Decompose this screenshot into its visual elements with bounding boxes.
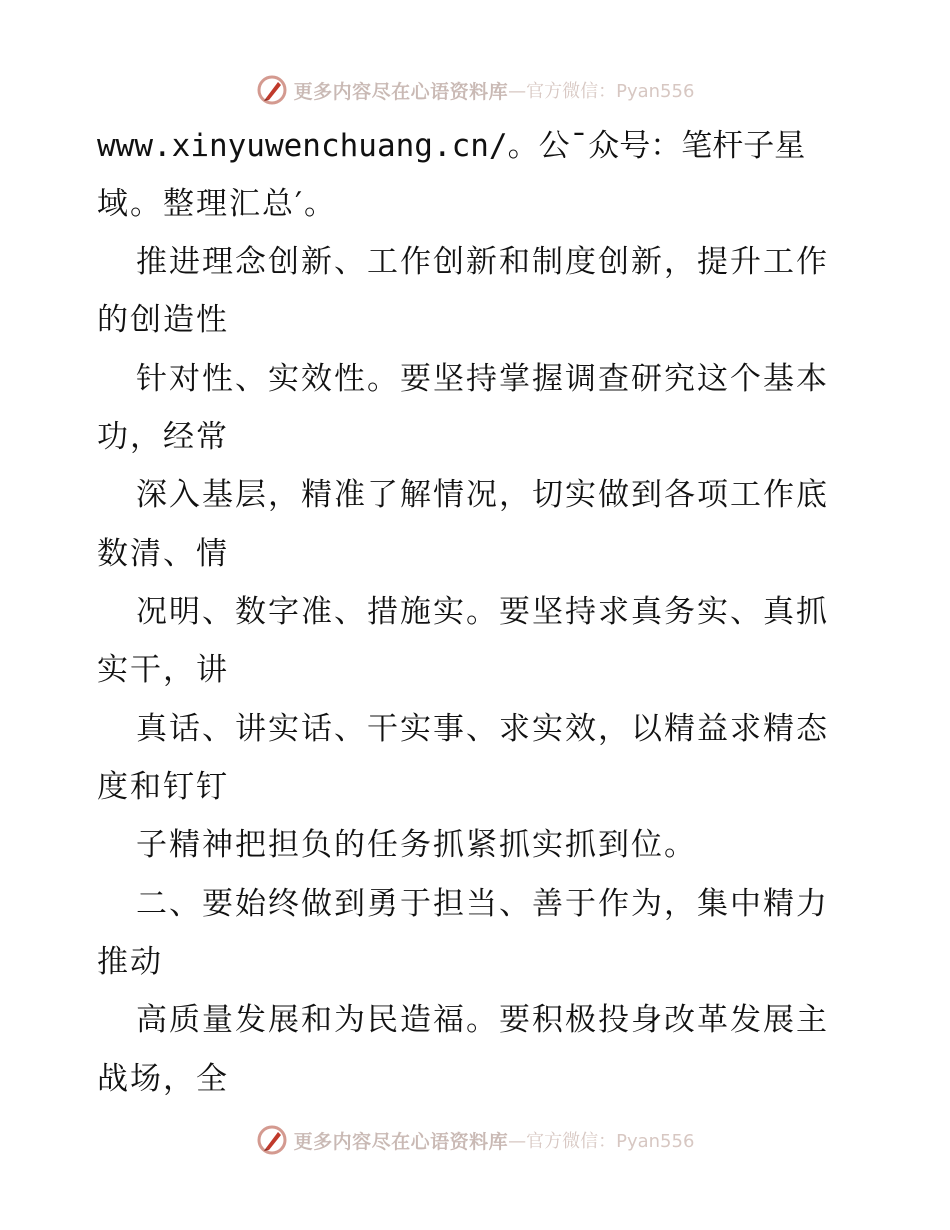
text-line: 真话、讲实话、干实事、求实效，以精益求精态 [136,711,829,747]
text-line: 实干，讲 [97,652,229,688]
text-line: 域。整理汇总′。 [97,186,338,222]
text-line: 推动 [97,944,163,980]
pen-logo-icon [256,74,288,106]
text-line: 深入基层，精准了解情况，切实做到各项工作底 [136,477,829,513]
pen-logo-icon [256,1124,288,1156]
text-line: 针对性、实效性。要坚持掌握调查研究这个基本 [136,361,829,397]
text-line: 子精神把担负的任务抓紧抓实抓到位。 [136,827,697,863]
text-line: 高质量发展和为民造福。要积极投身改革发展主 [136,1002,829,1038]
footer-watermark [0,1120,950,1160]
text-line: www.xinyuwenchuang.cn/。公¯众号：笔杆子星 [97,128,806,164]
text-line: 功，经常 [97,419,229,455]
text-line: 推进理念创新、工作创新和制度创新，提升工作 [136,244,829,280]
watermark-sub-text: —官方微信：Pyan556 [508,81,695,102]
watermark-sub-text: —官方微信：Pyan556 [508,1131,695,1152]
text-line: 数清、情 [97,536,229,572]
text-line: 二、要始终做到勇于担当、善于作为，集中精力 [136,886,829,922]
text-line: 的创造性 [97,302,229,338]
text-line: 况明、数字准、措施实。要坚持求真务实、真抓 [136,594,829,630]
text-line: 度和钉钉 [97,769,229,805]
watermark-main-text: 更多内容尽在心语资料库 [293,80,509,103]
text-line: 战场，全 [97,1061,229,1097]
watermark-main-text: 更多内容尽在心语资料库 [293,1130,509,1153]
header-watermark [0,70,950,110]
